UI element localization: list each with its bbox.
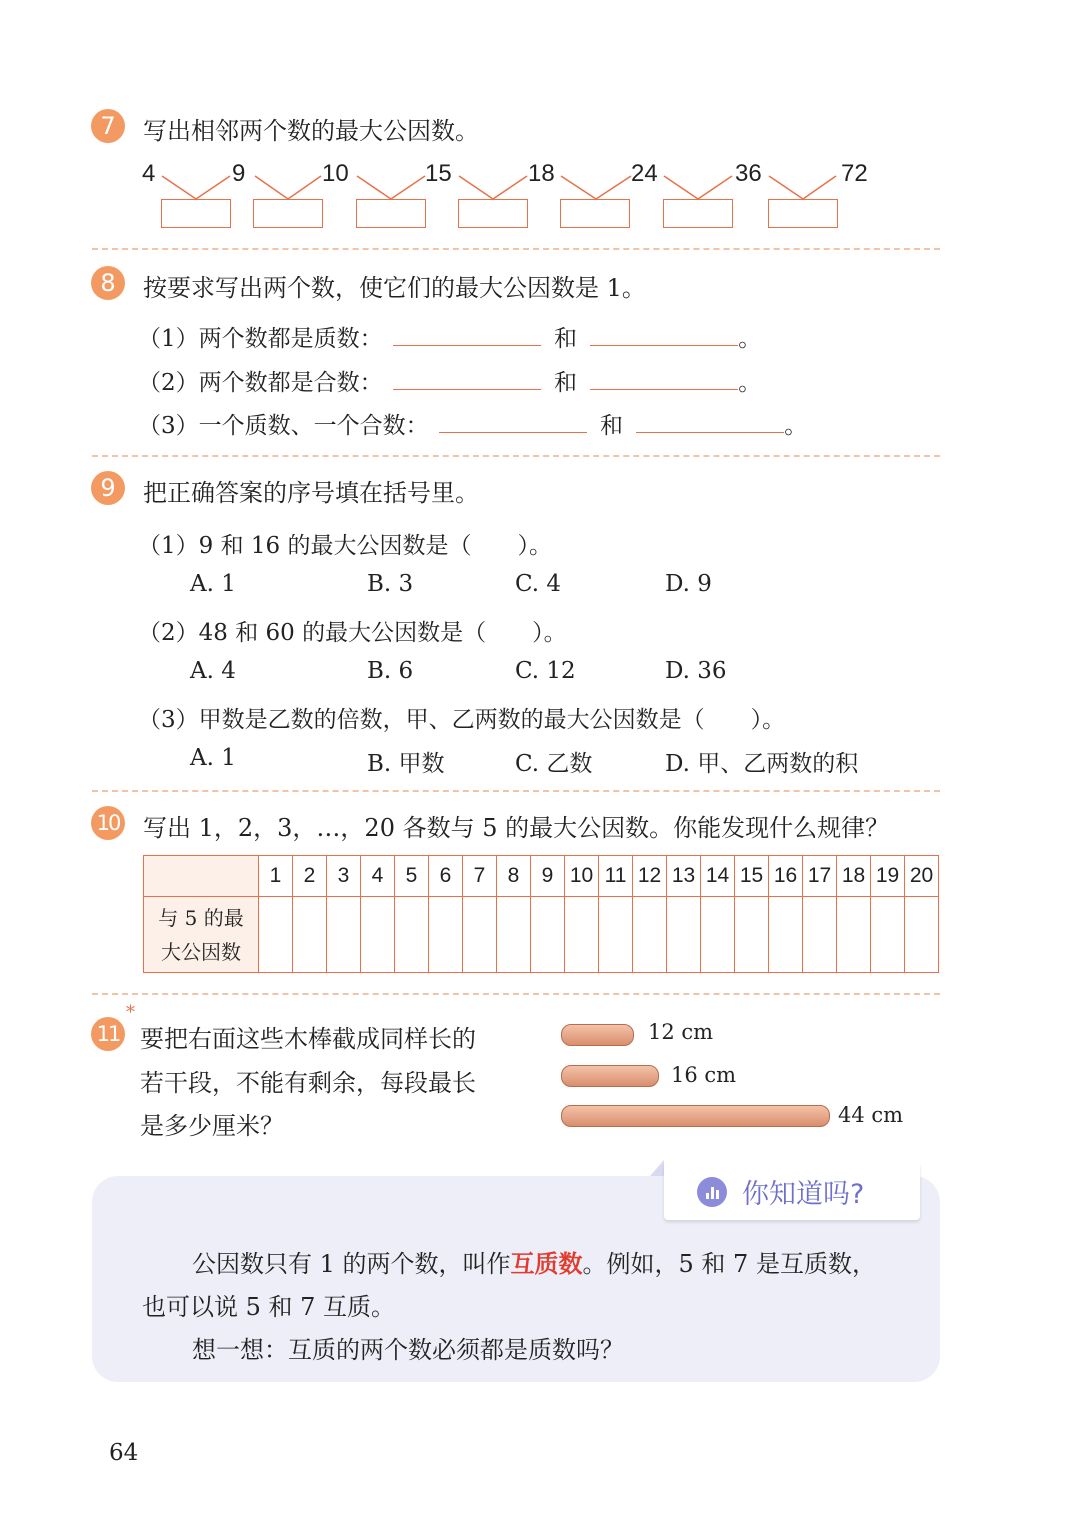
- bar-chart-icon: [697, 1177, 727, 1207]
- rod-44cm: [561, 1105, 830, 1127]
- q7-answer-box-6[interactable]: [663, 199, 733, 228]
- q8-item-2-end: 。: [738, 370, 762, 396]
- divider-3: [92, 790, 940, 792]
- rod-44cm-label: 44 cm: [838, 1103, 904, 1127]
- answer-cell-12[interactable]: [633, 897, 667, 973]
- q9-question-2-stem: （2）48 和 60 的最大公因数是（ ）。: [138, 620, 567, 646]
- q8-item-3-blank-a[interactable]: [439, 412, 587, 433]
- col-header-8: 8: [497, 856, 531, 897]
- answer-cell-5[interactable]: [395, 897, 429, 973]
- q8-item-3-and: 和: [599, 413, 623, 439]
- q8-item-1-end: 。: [738, 326, 762, 352]
- divider-2: [92, 455, 940, 457]
- did-you-know-paragraph-3: 想一想：互质的两个数必须都是质数吗？: [192, 1336, 624, 1364]
- q9-q3-option-c[interactable]: C. 乙数: [515, 751, 593, 777]
- divider-1: [92, 248, 940, 250]
- gcd-table-corner: [144, 856, 259, 897]
- q9-q1-option-d[interactable]: D. 9: [665, 571, 712, 597]
- col-header-17: 17: [803, 856, 837, 897]
- q9-q1-option-b[interactable]: B. 3: [367, 571, 414, 597]
- p1-after: 。例如，5 和 7 是互质数，: [582, 1250, 876, 1278]
- q9-q3-option-d[interactable]: D. 甲、乙两数的积: [665, 751, 859, 777]
- gcd-table-answer-row: [144, 897, 939, 973]
- q9-q1-option-a[interactable]: A. 1: [190, 571, 236, 597]
- answer-cell-20[interactable]: [905, 897, 939, 973]
- q8-item-1-label: （1）两个数都是质数：: [138, 326, 383, 352]
- question-9-badge: 9: [91, 471, 125, 505]
- answer-cell-14[interactable]: [701, 897, 735, 973]
- answer-cell-18[interactable]: [837, 897, 871, 973]
- rod-12cm: [561, 1024, 634, 1046]
- q7-number-8: 72: [841, 160, 868, 187]
- rod-16cm: [561, 1065, 659, 1087]
- q8-item-2-and: 和: [553, 370, 577, 396]
- answer-cell-10[interactable]: [565, 897, 599, 973]
- q9-q2-option-b[interactable]: B. 6: [367, 658, 414, 684]
- did-you-know-paragraph-2: 也可以说 5 和 7 互质。: [142, 1293, 396, 1321]
- q8-item-2: [138, 364, 761, 397]
- page-number: 64: [109, 1440, 139, 1466]
- question-7-title: 写出相邻两个数的最大公因数。: [143, 117, 479, 145]
- q7-number-6: 24: [631, 160, 658, 187]
- col-header-13: 13: [667, 856, 701, 897]
- gcd-table: [143, 855, 939, 973]
- col-header-19: 19: [871, 856, 905, 897]
- q7-number-3: 10: [322, 160, 349, 187]
- q9-q2-option-a[interactable]: A. 4: [190, 658, 236, 684]
- q11-line-2: 若干段，不能有剩余，每段最长: [140, 1069, 476, 1097]
- question-10-badge: 10: [91, 806, 125, 840]
- row-label-line-2: 大公因数: [161, 939, 241, 964]
- rod-16cm-label: 16 cm: [671, 1063, 737, 1087]
- did-you-know-tab-corner: [650, 1160, 664, 1176]
- q7-number-1: 4: [142, 160, 156, 187]
- q8-item-1-blank-b[interactable]: [590, 325, 738, 346]
- q8-item-3-blank-b[interactable]: [636, 412, 784, 433]
- col-header-9: 9: [531, 856, 565, 897]
- col-header-5: 5: [395, 856, 429, 897]
- col-header-20: 20: [905, 856, 939, 897]
- q9-q1-option-c[interactable]: C. 4: [515, 571, 562, 597]
- question-11-star: *: [126, 1002, 135, 1023]
- q7-answer-box-4[interactable]: [458, 199, 528, 228]
- q11-line-3: 是多少厘米？: [140, 1112, 284, 1140]
- col-header-14: 14: [701, 856, 735, 897]
- answer-cell-13[interactable]: [667, 897, 701, 973]
- col-header-1: 1: [259, 856, 293, 897]
- question-8-badge: 8: [91, 266, 125, 300]
- q8-item-2-blank-a[interactable]: [393, 369, 541, 390]
- coprime-term: 互质数: [510, 1249, 583, 1278]
- q11-line-1: 要把右面这些木棒截成同样长的: [140, 1025, 476, 1053]
- q9-q2-option-d[interactable]: D. 36: [665, 658, 727, 684]
- col-header-16: 16: [769, 856, 803, 897]
- col-header-2: 2: [293, 856, 327, 897]
- q8-item-3-end: 。: [784, 413, 808, 439]
- divider-4: [92, 993, 940, 995]
- q9-question-1-stem: （1）9 和 16 的最大公因数是（ ）。: [138, 533, 552, 559]
- answer-cell-1[interactable]: [259, 897, 293, 973]
- q7-answer-box-1[interactable]: [161, 199, 231, 228]
- rod-12cm-label: 12 cm: [648, 1020, 714, 1044]
- q8-item-3: [138, 407, 807, 440]
- answer-cell-8[interactable]: [497, 897, 531, 973]
- question-11-badge: 11: [91, 1017, 125, 1051]
- row-label-line-1: 与 5 的最: [158, 905, 244, 930]
- did-you-know-title: 你知道吗?: [742, 1179, 865, 1210]
- question-9-title: 把正确答案的序号填在括号里。: [143, 479, 479, 507]
- col-header-6: 6: [429, 856, 463, 897]
- q7-answer-box-5[interactable]: [560, 199, 630, 228]
- question-8-title: 按要求写出两个数，使它们的最大公因数是 1。: [143, 274, 646, 302]
- q7-number-2: 9: [232, 160, 246, 187]
- q8-item-1-blank-a[interactable]: [393, 325, 541, 346]
- q8-item-2-blank-b[interactable]: [590, 369, 738, 390]
- col-header-15: 15: [735, 856, 769, 897]
- col-header-18: 18: [837, 856, 871, 897]
- col-header-11: 11: [599, 856, 633, 897]
- q9-q2-option-c[interactable]: C. 12: [515, 658, 576, 684]
- p1-before: 公因数只有 1 的两个数，叫作: [192, 1250, 511, 1278]
- q9-q3-option-b[interactable]: B. 甲数: [367, 751, 445, 777]
- answer-cell-19[interactable]: [871, 897, 905, 973]
- gcd-table-header-row: [144, 856, 939, 897]
- col-header-10: 10: [565, 856, 599, 897]
- answer-cell-6[interactable]: [429, 897, 463, 973]
- question-7-badge: 7: [91, 109, 125, 143]
- q8-item-1-and: 和: [553, 326, 577, 352]
- col-header-4: 4: [361, 856, 395, 897]
- col-header-7: 7: [463, 856, 497, 897]
- q8-item-3-label: （3）一个质数、一个合数：: [138, 413, 429, 439]
- q9-q3-option-a[interactable]: A. 1: [190, 745, 236, 771]
- answer-cell-2[interactable]: [293, 897, 327, 973]
- row-label: [144, 897, 259, 973]
- answer-cell-11[interactable]: [599, 897, 633, 973]
- col-header-3: 3: [327, 856, 361, 897]
- q7-number-5: 18: [528, 160, 555, 187]
- question-10-title: 写出 1，2，3，…，20 各数与 5 的最大公因数。你能发现什么规律？: [143, 814, 890, 842]
- q8-item-1: [138, 320, 761, 353]
- did-you-know-paragraph-1: [192, 1244, 876, 1279]
- answer-cell-4[interactable]: [361, 897, 395, 973]
- answer-cell-7[interactable]: [463, 897, 497, 973]
- q9-question-3-stem: （3）甲数是乙数的倍数，甲、乙两数的最大公因数是（ ）。: [138, 707, 786, 733]
- col-header-12: 12: [633, 856, 667, 897]
- answer-cell-3[interactable]: [327, 897, 361, 973]
- q7-answer-box-7[interactable]: [768, 199, 838, 228]
- answer-cell-16[interactable]: [769, 897, 803, 973]
- answer-cell-17[interactable]: [803, 897, 837, 973]
- q8-item-2-label: （2）两个数都是合数：: [138, 370, 383, 396]
- q7-answer-box-2[interactable]: [253, 199, 323, 228]
- q7-answer-box-3[interactable]: [356, 199, 426, 228]
- q7-number-7: 36: [735, 160, 762, 187]
- answer-cell-9[interactable]: [531, 897, 565, 973]
- answer-cell-15[interactable]: [735, 897, 769, 973]
- q7-number-4: 15: [425, 160, 452, 187]
